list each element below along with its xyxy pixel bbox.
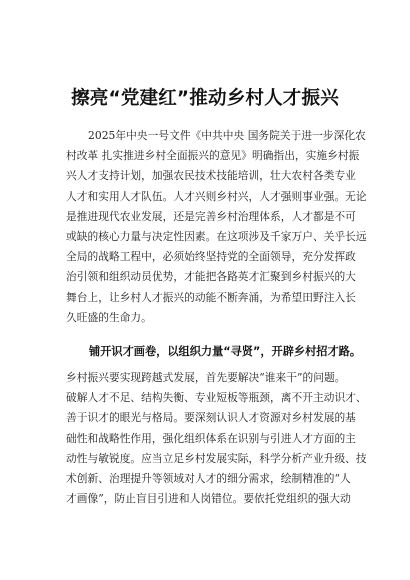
paragraph-2-line: 术创新、治理提升等领域对人才的细分需求，绘制精准的“人 — [66, 471, 351, 485]
paragraph-1-line: 久旺盛的生命力。 — [66, 310, 152, 324]
paragraph-1-line: 或缺的核心力量与决定性因素。在这项涉及千家万户、关乎长远 — [66, 229, 367, 243]
paragraph-1 — [66, 126, 367, 328]
paragraph-1-line: 全局的战略工程中，必须始终坚持党的全面领导，充分发挥政 — [66, 250, 356, 264]
paragraph-2-line: 才画像”，防止盲目引进和人岗错位。要依托党组织的强大动 — [66, 492, 351, 506]
paragraph-2 — [66, 368, 367, 509]
paragraph-2-line: 破解人才不足、结构失衡、专业短板等瓶颈，离不开主动识才、 — [66, 391, 367, 405]
paragraph-1-line: 舞台上，让乡村人才振兴的动能不断奔涌，为希望田野注入长 — [66, 290, 356, 304]
paragraph-1-line: 是推进现代农业发展，还是完善乡村治理体系，人才都是不可 — [66, 209, 356, 223]
paragraph-2-line: 础性和战略性作用，强化组织体系在识别与引进人才方面的主 — [66, 431, 356, 445]
document-title: 擦亮“党建红”推动乡村人才振兴 — [71, 88, 339, 109]
paragraph-2-line: 乡村振兴要实现跨越式发展，首先要解决“谁来干”的问题。 — [66, 371, 346, 384]
paragraph-2-line: 善于识才的眼光与格局。要深刻认识人才资源对乡村发展的基 — [66, 411, 356, 425]
section-heading: 铺开识才画卷，以组织力量“寻贤”，开辟乡村招才路。 — [89, 345, 362, 358]
paragraph-1-line: 村改革 扎实推进乡村全面振兴的意见》明确指出，实施乡村振 — [66, 149, 360, 163]
paragraph-1-line: 兴人才支持计划，加强农民技术技能培训，壮大农村各类专业 — [66, 169, 356, 183]
paragraph-1-line: 人才和实用人才队伍。人才兴则乡村兴，人才强则事业强。无论 — [66, 189, 367, 203]
paragraph-2-line: 动性与敏锐度。应当立足乡村发展实际，科学分析产业升级、技 — [66, 451, 367, 465]
paragraph-1-line: 2025年中央一号文件《中共中央 国务院关于进一步深化农 — [88, 129, 366, 142]
paragraph-1-line: 治引领和组织动员优势，才能把各路英才汇聚到乡村振兴的大 — [66, 270, 356, 284]
